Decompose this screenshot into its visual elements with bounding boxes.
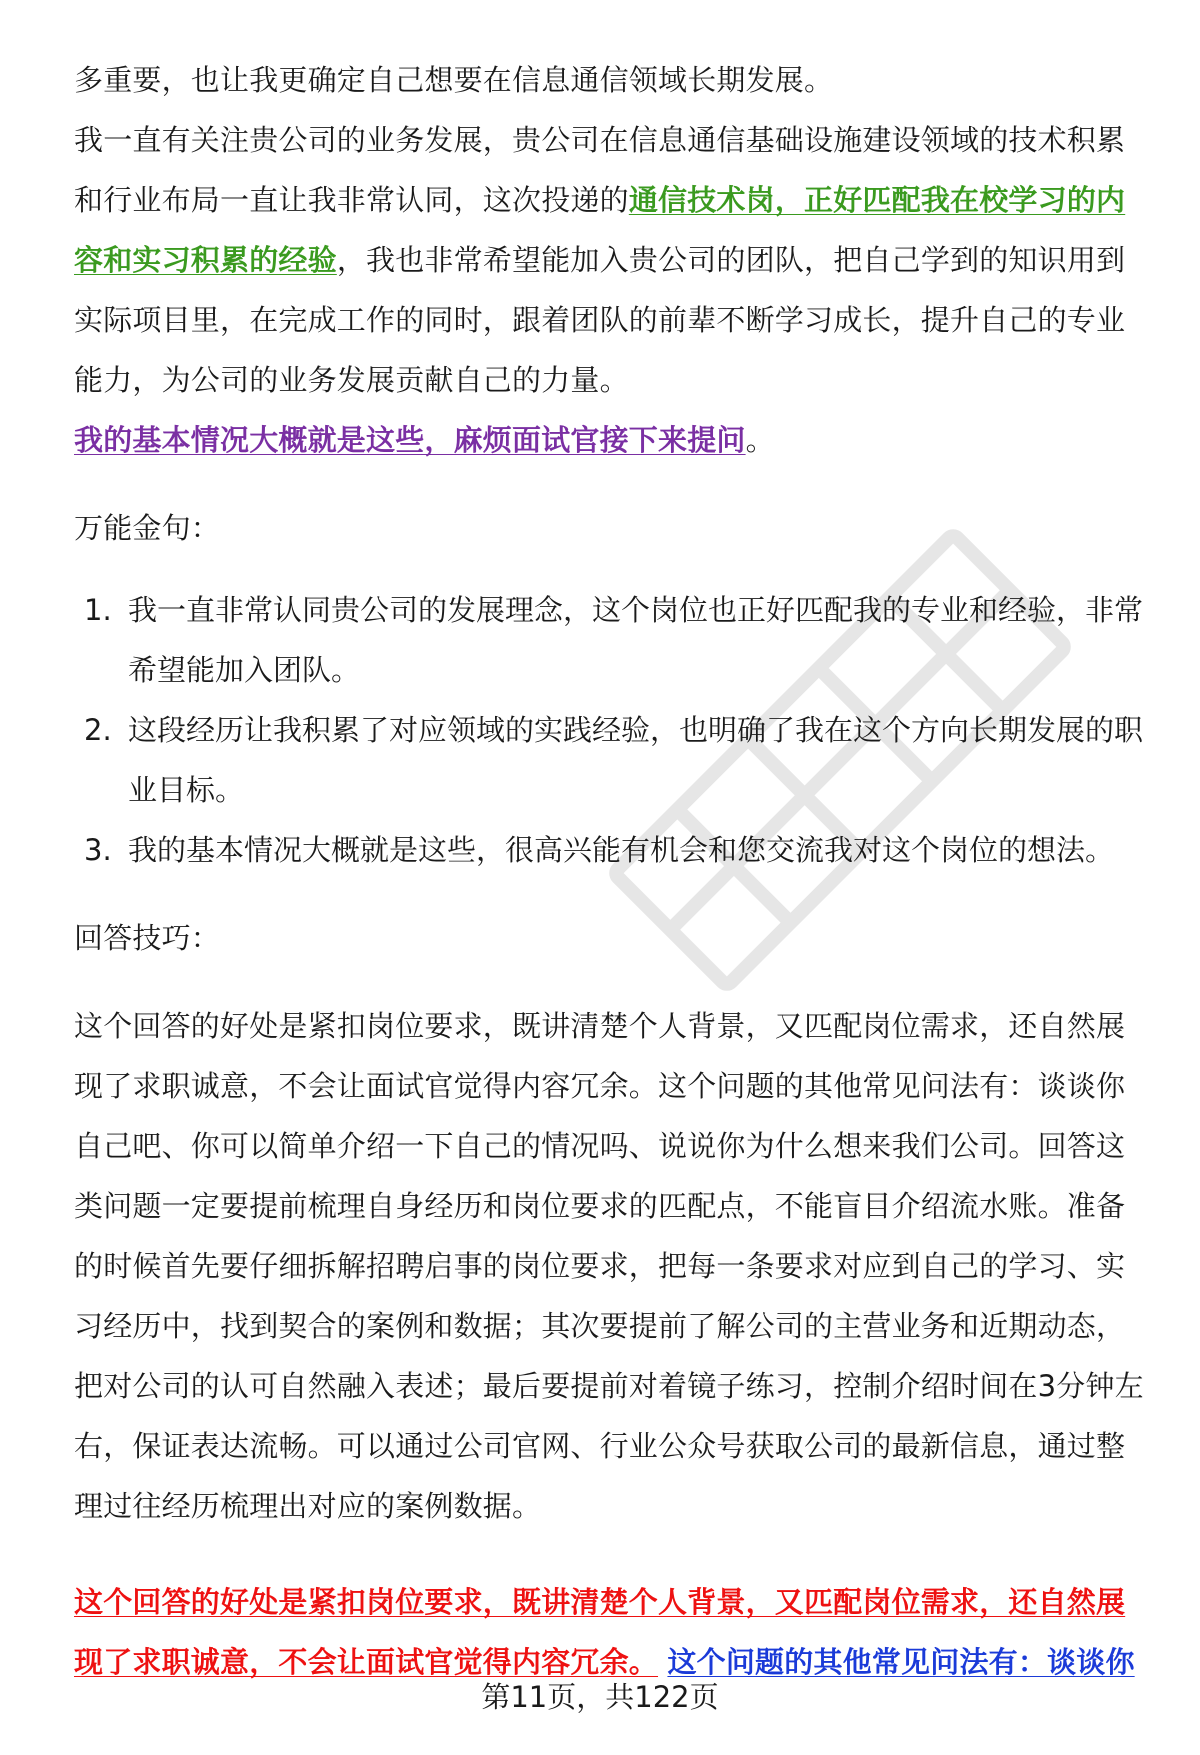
- list-item: [74, 820, 1154, 880]
- intro-paragraph-end: 多重要，也让我更确定自己想要在信息通信领域长期发展。: [74, 63, 834, 97]
- answer-tips-body: 这个回答的好处是紧扣岗位要求，既讲清楚个人背景，又匹配岗位需求，还自然展现了求职诚意，不会让面试官觉得内容冗余。这个问题的其他常见问法有：谈谈你自己吧、你可以简单介绍一下自己的情况吗、说说你为什么想来我们公司。回答这类问题一定要提前梳理自身经历和岗位要求的匹配点，不能盲目介绍流水账。准备的时候首先要仔细拆解招聘启事的岗位要求，把每一条要求对应到自己的学习、实习经历中，找到契合的案例和数据；其次要提前了解公司的主营业务和近期动态，把对公司的认可自然融入表述；最后要提前对着镜子练习，控制介绍时间在3分钟左右，保证表达流畅。可以通过公司官网、行业公众号获取公司的最新信息，通过整理过往经历梳理出对应的案例数据。: [74, 1009, 1144, 1523]
- company-paragraph-text-b: ，我也非常希望能加入贵公司的团队，把自己学到的知识用到实际项目里，在完成工作的同时，跟着团队的前辈不断学习成长，提升自己的专业能力，为公司的业务发展贡献自己的力量。: [74, 243, 1126, 397]
- document-body: [74, 50, 1154, 1692]
- answer-tips-heading: 回答技巧：: [74, 921, 221, 955]
- highlight-closing: 我的基本情况大概就是这些，麻烦面试官接下来提问: [74, 423, 746, 457]
- company-paragraph-text-a: 我一直有关注贵公司的业务发展，贵公司在信息通信基础设施建设领域的技术积累和行业布局一直让我非常认同，这次投递的: [74, 123, 1126, 217]
- list-text: 我一直非常认同贵公司的发展理念，这个岗位也正好匹配我的专业和经验，非常希望能加入团队。: [128, 593, 1144, 687]
- highlight-red: 这个回答的好处是紧扣岗位要求，既讲清楚个人背景，又匹配岗位需求，还自然展现了求职诚意，不会让面试官觉得内容冗余。: [74, 1585, 1126, 1679]
- page-number: 第11页，共122页: [481, 1680, 719, 1714]
- list-number: 1.: [84, 593, 112, 627]
- closing-line: [74, 410, 1154, 470]
- list-number: 3.: [84, 833, 112, 867]
- list-number: 2.: [84, 713, 112, 747]
- highlight-job-match: 通信技术岗，正好匹配我在校学习的内容和实习积累的经验: [74, 183, 1126, 277]
- golden-sentences-heading: 万能金句：: [74, 511, 221, 545]
- golden-sentences-list: [74, 580, 1154, 880]
- list-text: 这段经历让我积累了对应领域的实践经验，也明确了我在这个方向长期发展的职业目标。: [128, 713, 1144, 807]
- highlight-blue: 这个问题的其他常见问法有：谈谈你: [667, 1645, 1135, 1679]
- list-item: [74, 580, 1154, 700]
- list-item: [74, 700, 1154, 820]
- closing-period: 。: [745, 423, 775, 457]
- company-paragraph: [74, 110, 1154, 410]
- highlight-summary: [74, 1572, 1154, 1692]
- list-text: 我的基本情况大概就是这些，很高兴能有机会和您交流我对这个岗位的想法。: [128, 833, 1115, 867]
